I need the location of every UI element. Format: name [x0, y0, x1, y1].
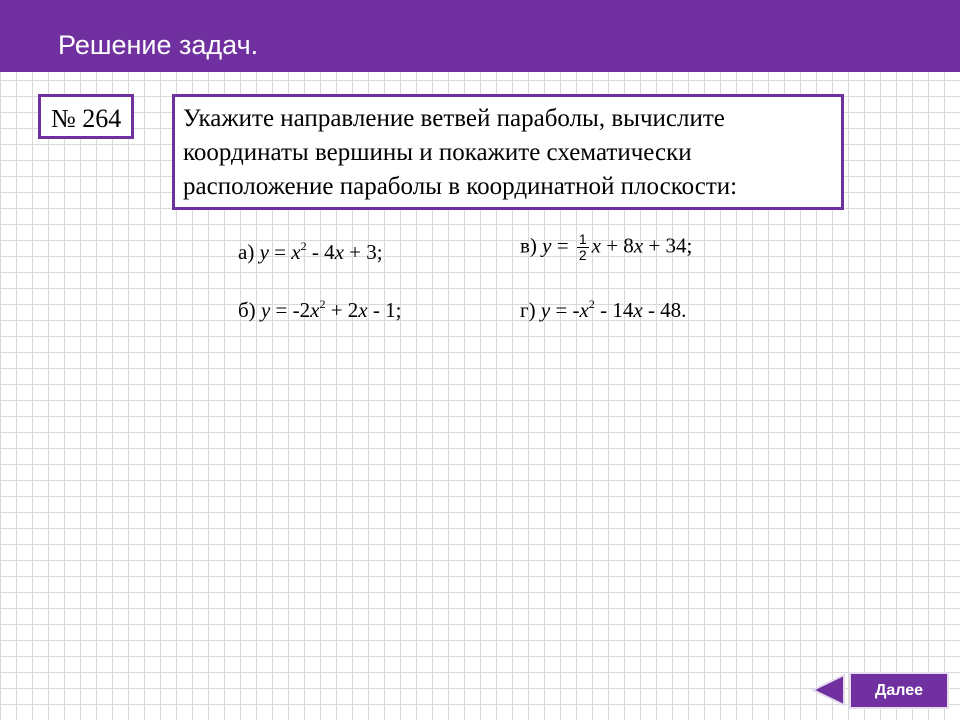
- equation-v: в) y = $\frac{1}{2}$ x + 8x + 34;: [520, 231, 693, 263]
- task-line-2: координаты вершины и покажите схематически: [183, 139, 692, 166]
- next-button[interactable]: Далее: [849, 672, 949, 709]
- equation-b: б) $y = -2x^2 + 2x - 1$;: [238, 297, 402, 322]
- problem-number-box: [38, 94, 134, 139]
- problem-number: № 264: [51, 104, 122, 133]
- header-bar: [0, 0, 960, 72]
- equation-g: г) $y = -x^2 - 14x - 48$.: [520, 297, 687, 322]
- equation-a: а) $y = x^2 - 4x + 3$;: [238, 239, 383, 264]
- task-line-1: Укажите направление ветвей параболы, вычислите: [183, 105, 725, 132]
- back-arrow-icon[interactable]: [811, 674, 845, 706]
- page-title: Решение задач.: [58, 30, 259, 60]
- task-statement-box: [172, 94, 844, 210]
- task-line-3: расположение параболы в координатной плоскости:: [183, 173, 738, 200]
- fraction-one-half: $\frac{1}{2}$: [578, 231, 587, 263]
